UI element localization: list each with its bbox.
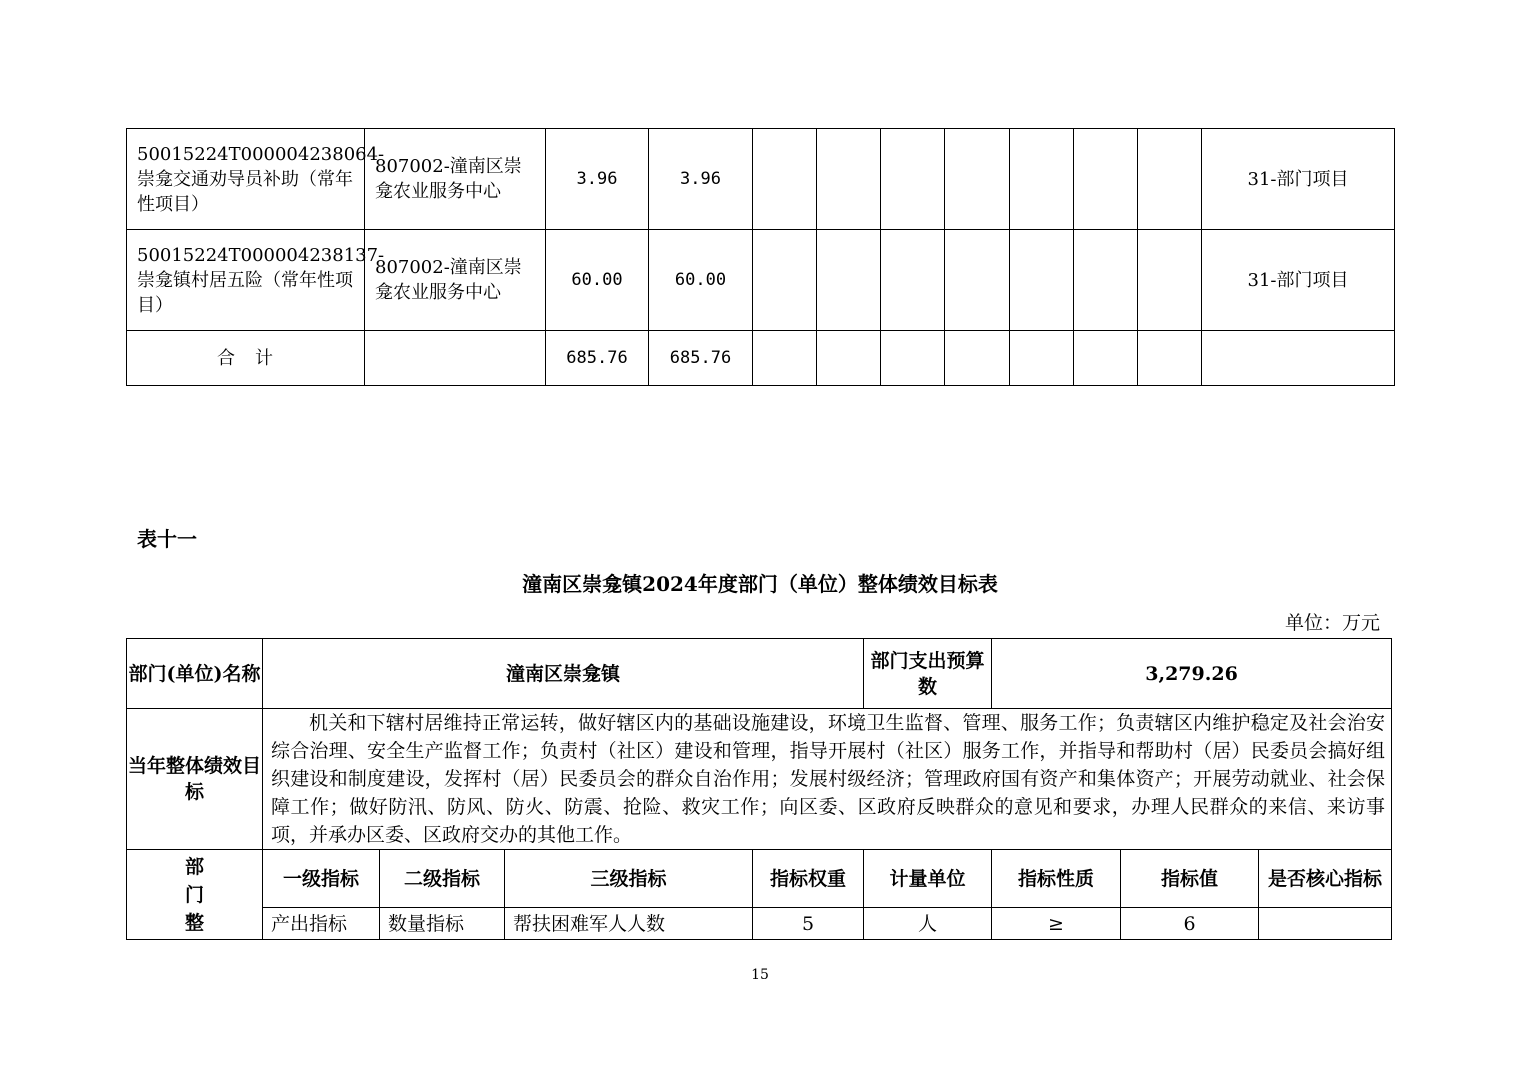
table-row [127,230,1395,331]
empty-cell [1074,331,1138,386]
empty-cell [881,129,945,230]
empty-cell [817,331,881,386]
header-core: 是否核心指标 [1259,850,1392,908]
empty-cell [817,129,881,230]
level3-cell: 帮扶困难军人人数 [505,908,753,940]
header-value: 指标值 [1121,850,1259,908]
goal-row [127,709,1392,850]
level1-cell: 产出指标 [263,908,380,940]
empty-cell [1138,331,1202,386]
amount-cell: 3.96 [649,129,753,230]
empty-cell [753,230,817,331]
header-level3: 三级指标 [505,850,753,908]
empty-cell [1138,129,1202,230]
project-name-cell: 50015224T000004238137-崇龛镇村居五险（常年性项目） [127,230,365,331]
table-title: 潼南区崇龛镇2024年度部门（单位）整体绩效目标表 [522,572,998,596]
table-number: 表十一 [137,527,197,551]
value-cell: 6 [1121,908,1259,940]
total-label: 合 计 [127,331,365,386]
empty-cell [365,331,546,386]
grand-amount-cell: 685.76 [649,331,753,386]
budget-value: 3,279.26 [992,639,1392,709]
project-name-cell: 50015224T000004238064-崇龛交通劝导员补助（常年性项目） [127,129,365,230]
header-level2: 二级指标 [380,850,505,908]
goal-label: 当年整体绩效目标 [127,709,263,850]
category-cell: 31-部门项目 [1202,129,1395,230]
unit-note: 单位：万元 [1284,612,1380,634]
empty-cell [945,230,1010,331]
indicator-header-row [127,850,1392,908]
empty-cell [1010,331,1074,386]
empty-cell [1138,230,1202,331]
performance-goal-table [126,638,1392,940]
amount-cell: 60.00 [649,230,753,331]
core-cell [1259,908,1392,940]
table-row [127,129,1395,230]
empty-cell [881,331,945,386]
empty-cell [753,331,817,386]
unit-name-cell: 807002-潼南区崇龛农业服务中心 [365,129,546,230]
total-row [127,331,1395,386]
goal-text: 机关和下辖村居维持正常运转，做好辖区内的基础设施建设，环境卫生监督、管理、服务工作；负责辖区内维护稳定及社会治安综合治理、安全生产监督工作；负责村（社区）建设和管理，指导开展村（社区）服务工作，并指导和帮助村（居）民委员会搞好组织建设和制度建设，发挥村（居）民委员会的群众自治作用；发展村级经济；管理政府国有资产和集体资产；开展劳动就业、社会保障工作；做好防汛、防风、防火、防震、抢险、救灾工作；向区委、区政府反映群众的意见和要求，办理人民群众的来信、来访事项，并承办区委、区政府交办的其他工作。 [263,709,1392,850]
level2-cell: 数量指标 [380,908,505,940]
total-amount-cell: 60.00 [546,230,649,331]
empty-cell [753,129,817,230]
unit-cell: 人 [864,908,992,940]
empty-cell [945,331,1010,386]
header-weight: 指标权重 [753,850,864,908]
header-unit: 计量单位 [864,850,992,908]
nature-cell: ≥ [992,908,1121,940]
empty-cell [1074,230,1138,331]
empty-cell [1074,129,1138,230]
empty-cell [1010,230,1074,331]
unit-name-cell: 807002-潼南区崇龛农业服务中心 [365,230,546,331]
empty-cell [817,230,881,331]
side-label: 部门整 [127,850,263,940]
category-cell: 31-部门项目 [1202,230,1395,331]
page-number: 15 [751,967,769,983]
header-level1: 一级指标 [263,850,380,908]
total-amount-cell: 3.96 [546,129,649,230]
empty-cell [881,230,945,331]
dept-label: 部门(单位)名称 [127,639,263,709]
budget-label: 部门支出预算数 [864,639,992,709]
dept-name: 潼南区崇龛镇 [263,639,864,709]
header-nature: 指标性质 [992,850,1121,908]
empty-cell [1010,129,1074,230]
dept-info-row [127,639,1392,709]
weight-cell: 5 [753,908,864,940]
empty-cell [945,129,1010,230]
table-row [127,908,1392,940]
budget-project-table [126,128,1395,386]
grand-total-cell: 685.76 [546,331,649,386]
empty-cell [1202,331,1395,386]
